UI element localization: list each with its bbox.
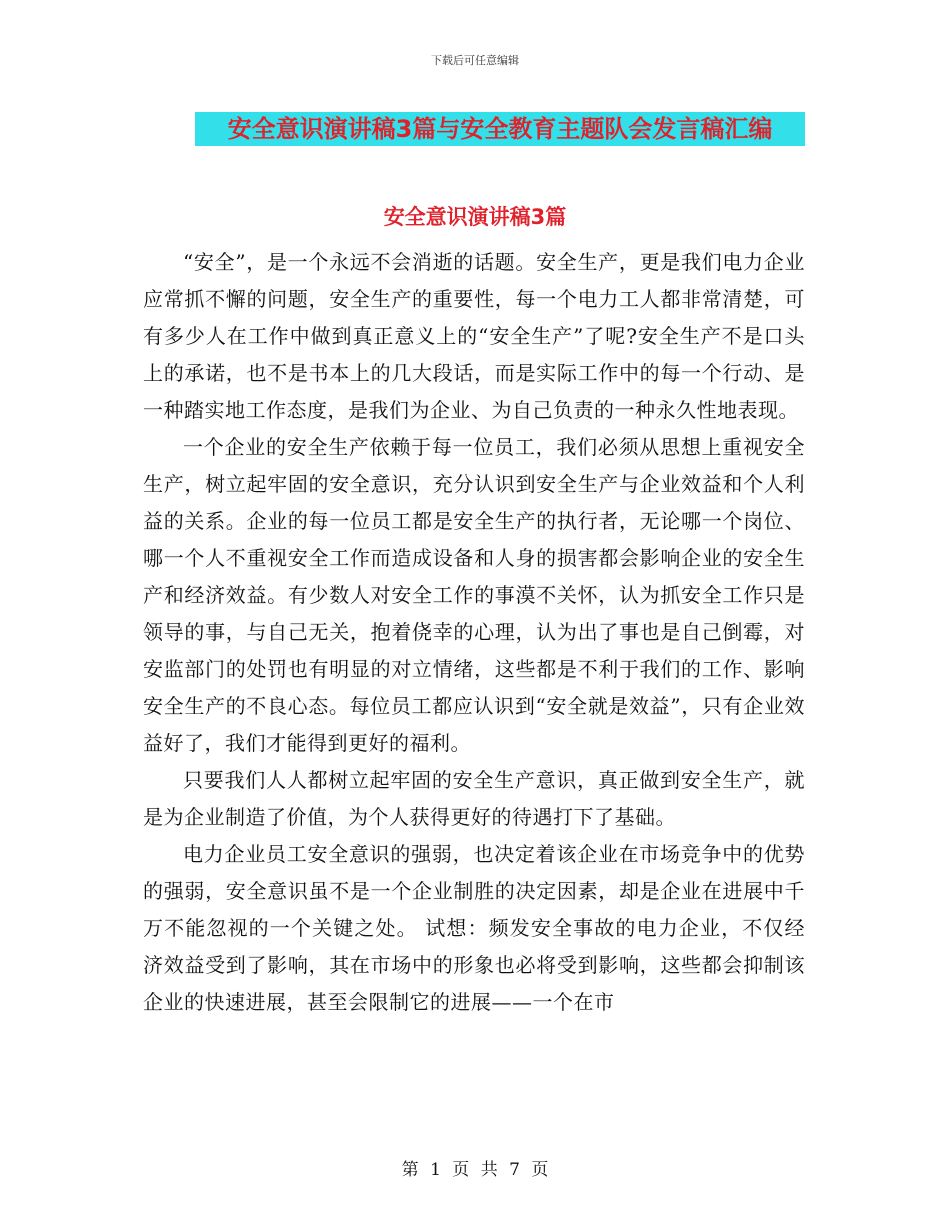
- paragraph: 一个企业的安全生产依赖于每一位员工，我们必须从思想上重视安全生产，树立起牢固的安全意识，充分认识到安全生产与企业效益和个人利益的关系。企业的每一位员工都是安全生产的执行者，无论哪一个岗位、哪一个人不重视安全工作而造成设备和人身的损害都会影响企业的安全生产和经济效益。有少数人对安全工作的事漠不关怀，认为抓安全工作只是领导的事，与自己无关，抱着侥幸的心理，认为出了事也是自己倒霉，对安监部门的处罚也有明显的对立情绪，这些都是不利于我们的工作、影响安全生产的不良心态。每位员工都应认识到“安全就是效益”，只有企业效益好了，我们才能得到更好的福利。: [143, 435, 805, 755]
- paragraph: 电力企业员工安全意识的强弱，也决定着该企业在市场竞争中的优势的强弱，安全意识虽不是一个企业制胜的决定因素，却是企业在进展中千万不能忽视的一个关键之处。 试想：频发安全事故的电力企业，不仅经济效益受到了影响，其在市场中的形象也必将受到影响，这些都会抑制该企业的快速进展，甚至会限制它的进展——一个在市: [143, 842, 805, 1014]
- header-note: 下载后可任意编辑: [431, 54, 519, 67]
- page-footer: 第 1 页 共 7 页: [401, 1160, 549, 1180]
- section-title: 安全意识演讲稿3篇: [383, 205, 567, 229]
- paragraph: 只要我们人人都树立起牢固的安全生产意识，真正做到安全生产，就是为企业制造了价值，为个人获得更好的待遇打下了基础。: [143, 768, 805, 829]
- main-title-highlight: [195, 112, 805, 146]
- paragraph: “安全”，是一个永远不会消逝的话题。安全生产，更是我们电力企业应常抓不懈的问题，安全生产的重要性，每一个电力工人都非常清楚，可有多少人在工作中做到真正意义上的“安全生产”了呢?安全生产不是口头上的承诺，也不是书本上的几大段话，而是实际工作中的每一个行动、是一种踏实地工作态度，是我们为企业、为自己负责的一种永久性地表现。: [143, 250, 805, 422]
- main-title: 安全意识演讲稿3篇与安全教育主题队会发言稿汇编: [227, 115, 773, 143]
- document-body: [143, 244, 805, 1021]
